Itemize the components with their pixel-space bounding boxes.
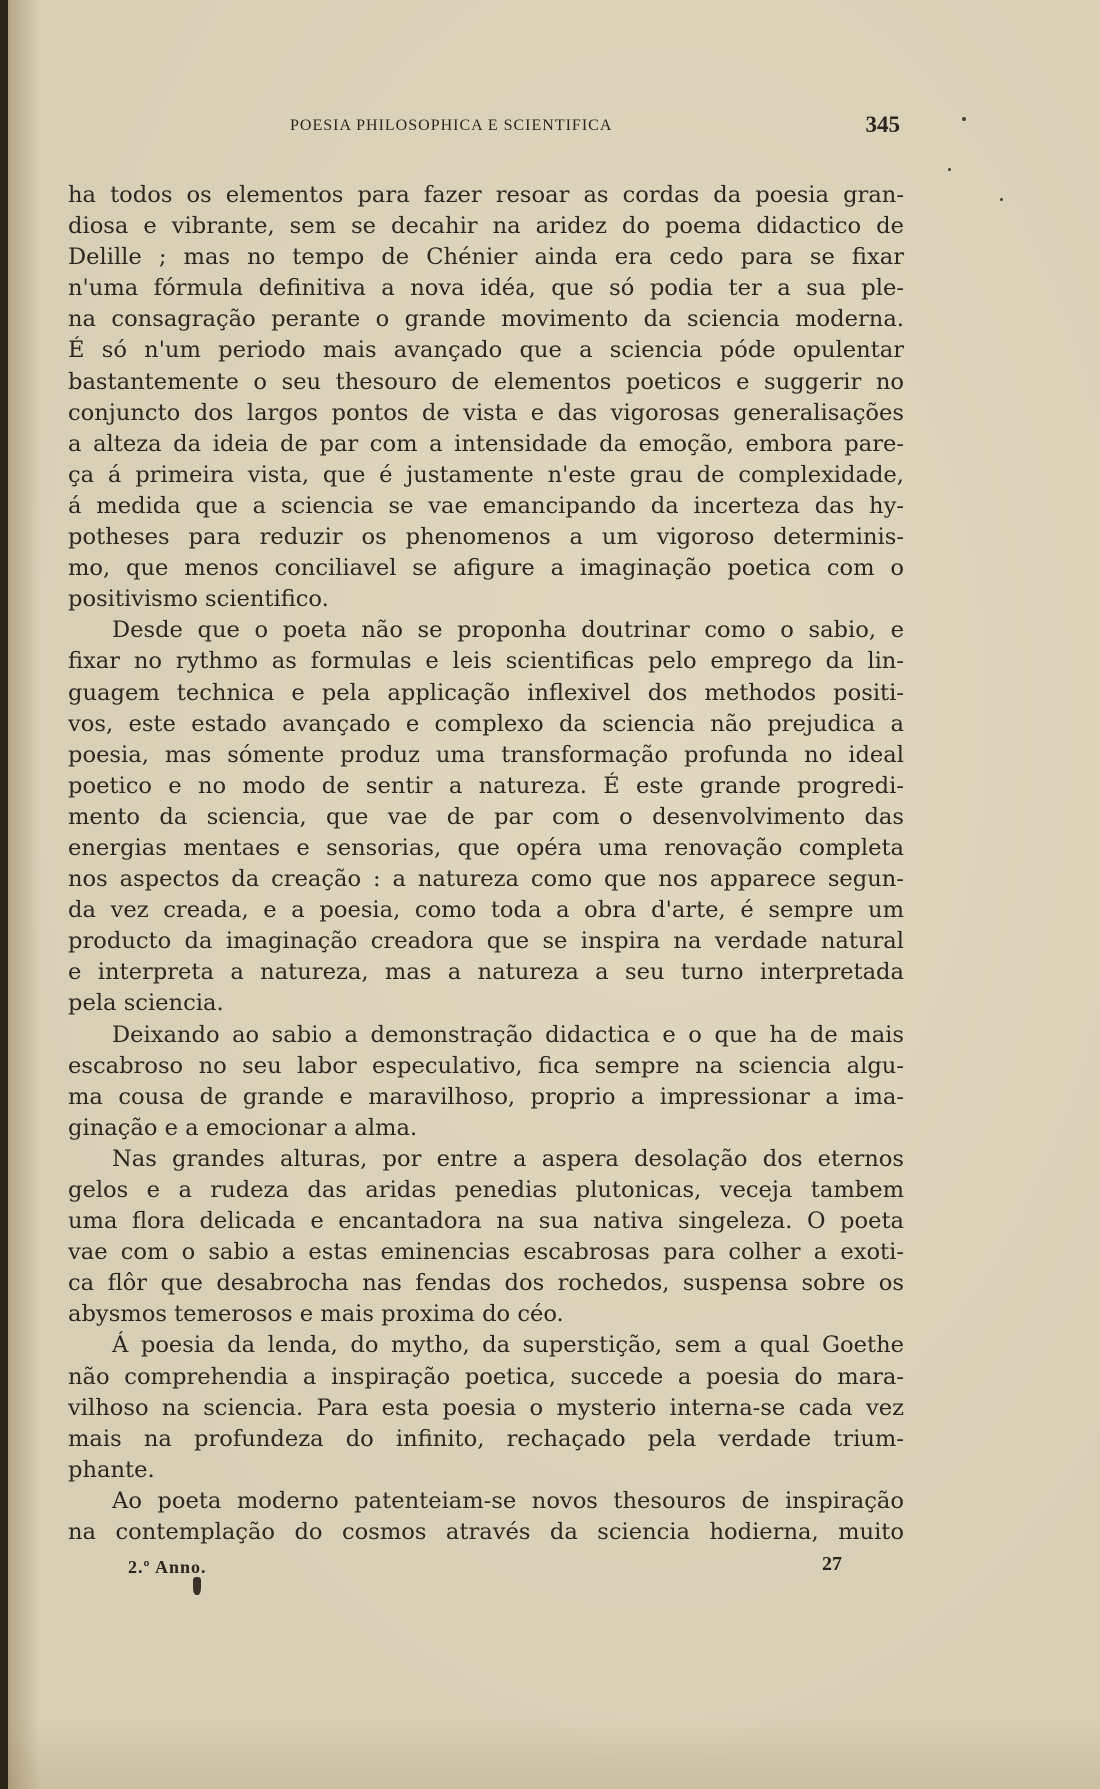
- text-line: poesia, mas sómente produz uma transformação profunda no ideal: [68, 741, 904, 768]
- sheet-number: 27: [822, 1553, 842, 1575]
- text-line: á medida que a sciencia se vae emancipando da incerteza das hy-: [68, 492, 904, 519]
- paper-speck: [948, 168, 951, 171]
- page-binding-edge: [0, 0, 8, 1789]
- text-line: Á poesia da lenda, do mytho, da superstição, sem a qual Goethe: [112, 1332, 904, 1359]
- text-line: phante.: [68, 1456, 155, 1483]
- text-line: ça á primeira vista, que é justamente n'este grau de complexidade,: [68, 461, 904, 488]
- paper-speck: [962, 117, 966, 121]
- ink-blot-mark: [193, 1577, 201, 1595]
- text-line: na consagração perante o grande movimento da sciencia moderna.: [68, 306, 904, 333]
- text-line: vilhoso na sciencia. Para esta poesia o mysterio interna-se cada vez: [68, 1394, 904, 1421]
- text-line: mento da sciencia, que vae de par com o desenvolvimento das: [68, 803, 904, 830]
- text-line: conjuncto dos largos pontos de vista e das vigorosas generalisações: [68, 399, 904, 426]
- text-line: producto da imaginação creadora que se inspira na verdade natural: [68, 928, 904, 955]
- running-head: POESIA PHILOSOPHICA E SCIENTIFICA: [290, 117, 613, 134]
- text-line: fixar no rythmo as formulas e leis scientificas pelo emprego da lin-: [68, 648, 904, 675]
- text-line: positivismo scientifico.: [68, 586, 329, 613]
- page-number: 345: [865, 112, 900, 137]
- text-line: a alteza da ideia de par com a intensidade da emoção, embora pare-: [68, 430, 904, 457]
- text-line: mais na profundeza do infinito, rechaçado pela verdade trium-: [68, 1425, 904, 1452]
- text-line: da vez creada, e a poesia, como toda a obra d'arte, é sempre um: [68, 897, 904, 924]
- text-line: abysmos temerosos e mais proxima do céo.: [68, 1301, 564, 1328]
- text-line: Deixando ao sabio a demonstração didactica e o que ha de mais: [112, 1021, 904, 1048]
- text-line: n'uma fórmula definitiva a nova idéa, que só podia ter a sua ple-: [68, 275, 904, 302]
- text-line: bastantemente o seu thesouro de elementos poeticos e suggerir no: [68, 368, 904, 395]
- text-line: escabroso no seu labor especulativo, fica sempre na sciencia algu-: [68, 1052, 904, 1079]
- text-line: energias mentaes e sensorias, que opéra uma renovação completa: [68, 834, 904, 861]
- printer-signature: 2.º Anno.: [128, 1557, 207, 1577]
- text-line: Desde que o poeta não se proponha doutrinar como o sabio, e: [112, 617, 904, 644]
- text-line: É só n'um periodo mais avançado que a sciencia póde opulentar: [68, 337, 904, 364]
- text-line: diosa e vibrante, sem se decahir na aridez do poema didactico de: [68, 213, 904, 240]
- text-line: ginação e a emocionar a alma.: [68, 1114, 418, 1141]
- text-line: Delille ; mas no tempo de Chénier ainda era cedo para se fixar: [68, 244, 904, 271]
- text-line: guagem technica e pela applicação inflexivel dos methodos positi-: [68, 679, 904, 706]
- body-text: [68, 180, 904, 1548]
- text-line: ma cousa de grande e maravilhoso, proprio a impressionar a ima-: [68, 1083, 904, 1110]
- text-line: não comprehendia a inspiração poetica, succede a poesia do mara-: [68, 1363, 904, 1390]
- text-line: e interpreta a natureza, mas a natureza a seu turno interpretada: [68, 959, 904, 986]
- text-line: Ao poeta moderno patenteiam-se novos thesouros de inspiração: [112, 1487, 904, 1514]
- text-line: uma flora delicada e encantadora na sua nativa singeleza. O poeta: [68, 1208, 904, 1235]
- text-line: ca flôr que desabrocha nas fendas dos rochedos, suspensa sobre os: [68, 1270, 904, 1297]
- text-line: poetico e no modo de sentir a natureza. É este grande progredi-: [68, 772, 904, 799]
- text-line: vae com o sabio a estas eminencias escabrosas para colher a exoti-: [68, 1239, 904, 1266]
- text-line: nos aspectos da creação : a natureza como que nos apparece segun-: [68, 866, 904, 893]
- text-line: Nas grandes alturas, por entre a aspera desolação dos eternos: [112, 1145, 904, 1172]
- text-line: mo, que menos conciliavel se afigure a imaginação poetica com o: [68, 555, 904, 582]
- text-line: na contemplação do cosmos através da sciencia hodierna, muito: [68, 1519, 904, 1546]
- text-line: vos, este estado avançado e complexo da sciencia não prejudica a: [68, 710, 904, 737]
- paper-speck: [1000, 198, 1003, 201]
- text-line: ha todos os elementos para fazer resoar as cordas da poesia gran-: [68, 182, 904, 208]
- text-line: pela sciencia.: [68, 990, 224, 1017]
- text-line: potheses para reduzir os phenomenos a um vigoroso determinis-: [68, 524, 904, 551]
- text-line: gelos e a rudeza das aridas penedias plutonicas, veceja tambem: [68, 1177, 904, 1203]
